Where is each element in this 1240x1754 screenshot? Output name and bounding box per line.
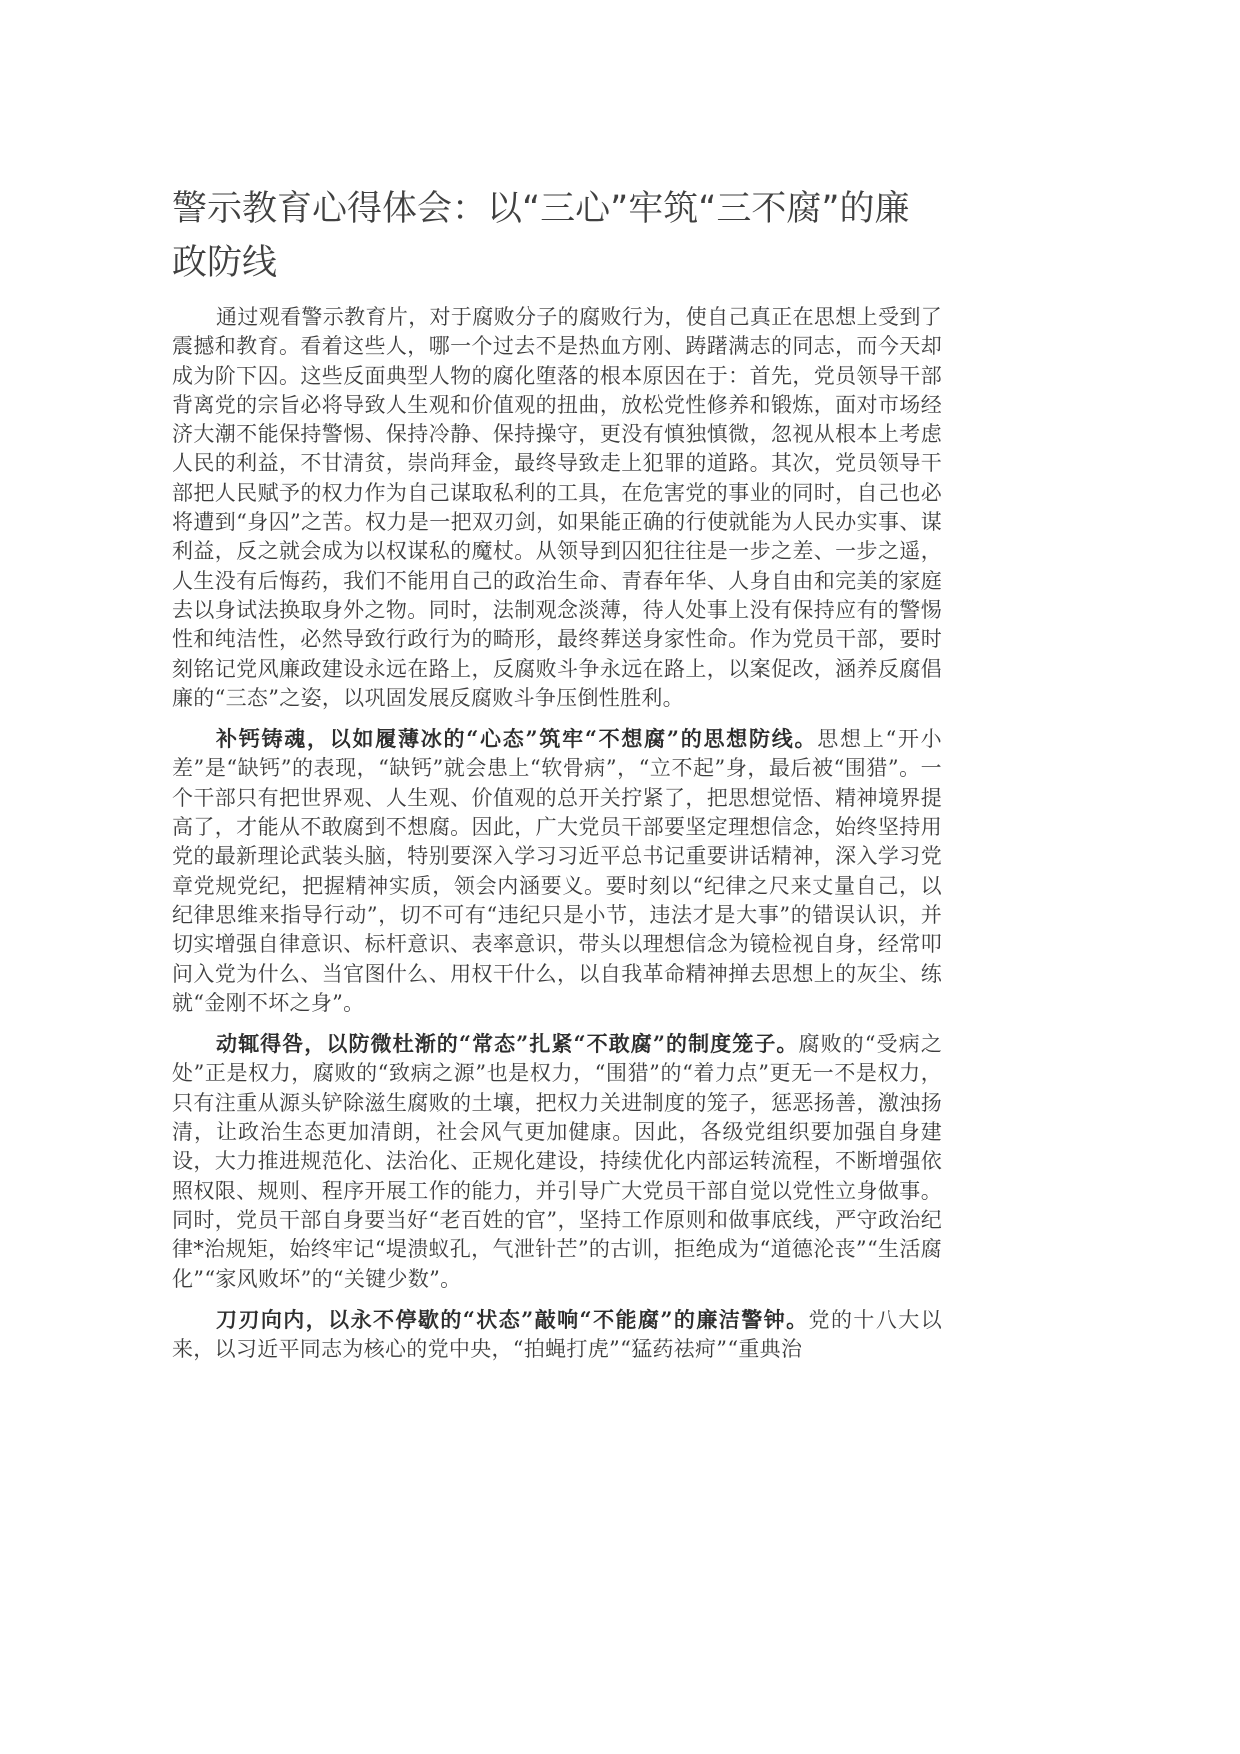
paragraph-text: 通过观看警示教育片，对于腐败分子的腐败行为，使自己真正在思想上受到了震撼和教育。看着这些人，哪一个过去不是热血方刚、踌躇满志的同志，而今天却成为阶下囚。这些反面典型人物的腐化堕落的根本原因在于：首先，党员领导干部背离党的宗旨必将导致人生观和价值观的扭曲，放松党性修养和锻炼，面对市场经济大潮不能保持警惕、保持冷静、保持操守，更没有慎独慎微，忽视从根本上考虑人民的利益，不甘清贫，崇尚拜金，最终导致走上犯罪的道路。其次，党员领导干部把人民赋予的权力作为自己谋取私利的工具，在危害党的事业的同时，自己也必将遭到“身囚”之苦。权力是一把双刃剑，如果能正确的行使就能为人民办实事、谋利益，反之就会成为以权谋私的魔杖。从领导到囚犯往往是一步之差、一步之遥，人生没有后悔药，我们不能用自己的政治生命、青春年华、人身自由和完美的家庭去以身试法换取身外之物。同时，法制观念淡薄，待人处事上没有保持应有的警惕性和纯洁性，必然导致行政行为的畸形，最终葬送身家性命。作为党员干部，要时刻铭记党风廉政建设永远在路上，反腐败斗争永远在路上，以案促改，涵养反腐倡廉的“三态”之姿，以巩固发展反腐败斗争压倒性胜利。 <box>172 305 942 710</box>
section-heading-3: 刀刃向内，以永不停歇的“状态”敲响“不能腐”的廉洁警钟。 <box>216 1306 809 1332</box>
section-heading-1: 补钙铸魂，以如履薄冰的“心态”筑牢“不想腐”的思想防线。 <box>216 726 818 752</box>
paragraph-text: 思想上“开小差”是“缺钙”的表现，“缺钙”就会患上“软骨病”，“立不起”身，最后被“围猎”。一个干部只有把世界观、人生观、价值观的总开关拧紧了，把思想觉悟、精神境界提高了，才能从不敢腐到不想腐。因此，广大党员干部要坚定理想信念，始终坚持用党的最新理论武装头脑，特别要深入学习习近平总书记重要讲话精神，深入学习党章党规党纪，把握精神实质，领会内涵要义。要时刻以“纪律之尺来丈量自己，以纪律思维来指导行动”，切不可有“违纪只是小节，违法才是大事”的错误认识，并切实增强自律意识、标杆意识、表率意识，带头以理想信念为镜检视自身，经常叩问入党为什么、当官图什么、用权干什么，以自我革命精神掸去思想上的灰尘、练就“金刚不坏之身”。 <box>172 727 942 1015</box>
document-page <box>172 182 942 1375</box>
paragraph-section-2 <box>172 1029 942 1294</box>
paragraph-intro <box>172 302 942 713</box>
document-title: 警示教育心得体会：以“三心”牢筑“三不腐”的廉政防线 <box>172 189 910 283</box>
paragraph-text: 腐败的“受病之处”正是权力，腐败的“致病之源”也是权力，“围猎”的“着力点”更无一不是权力，只有注重从源头铲除滋生腐败的土壤，把权力关进制度的笼子，惩恶扬善，激浊扬清，让政治生态更加清朗，社会风气更加健康。因此，各级党组织要加强自身建设，大力推进规范化、法治化、正规化建设，持续优化内部运转流程，不断增强依照权限、规则、程序开展工作的能力，并引导广大党员干部自觉以党性立身做事。同时，党员干部自身要当好“老百姓的官”，坚持工作原则和做事底线，严守政治纪律*治规矩，始终牢记“堤溃蚁孔，气泄针芒”的古训，拒绝成为“道德沦丧”“生活腐化”“家风败坏”的“关键少数”。 <box>172 1032 943 1291</box>
paragraph-text: 党的十八大以来，以习近平同志为核心的党中央，“拍蝇打虎”“猛药祛疴”“重典治 <box>172 1307 942 1362</box>
section-heading-2: 动辄得咎，以防微杜渐的“常态”扎紧“不敢腐”的制度笼子。 <box>216 1031 799 1057</box>
paragraph-section-3 <box>172 1305 942 1365</box>
paragraph-section-1 <box>172 724 942 1018</box>
